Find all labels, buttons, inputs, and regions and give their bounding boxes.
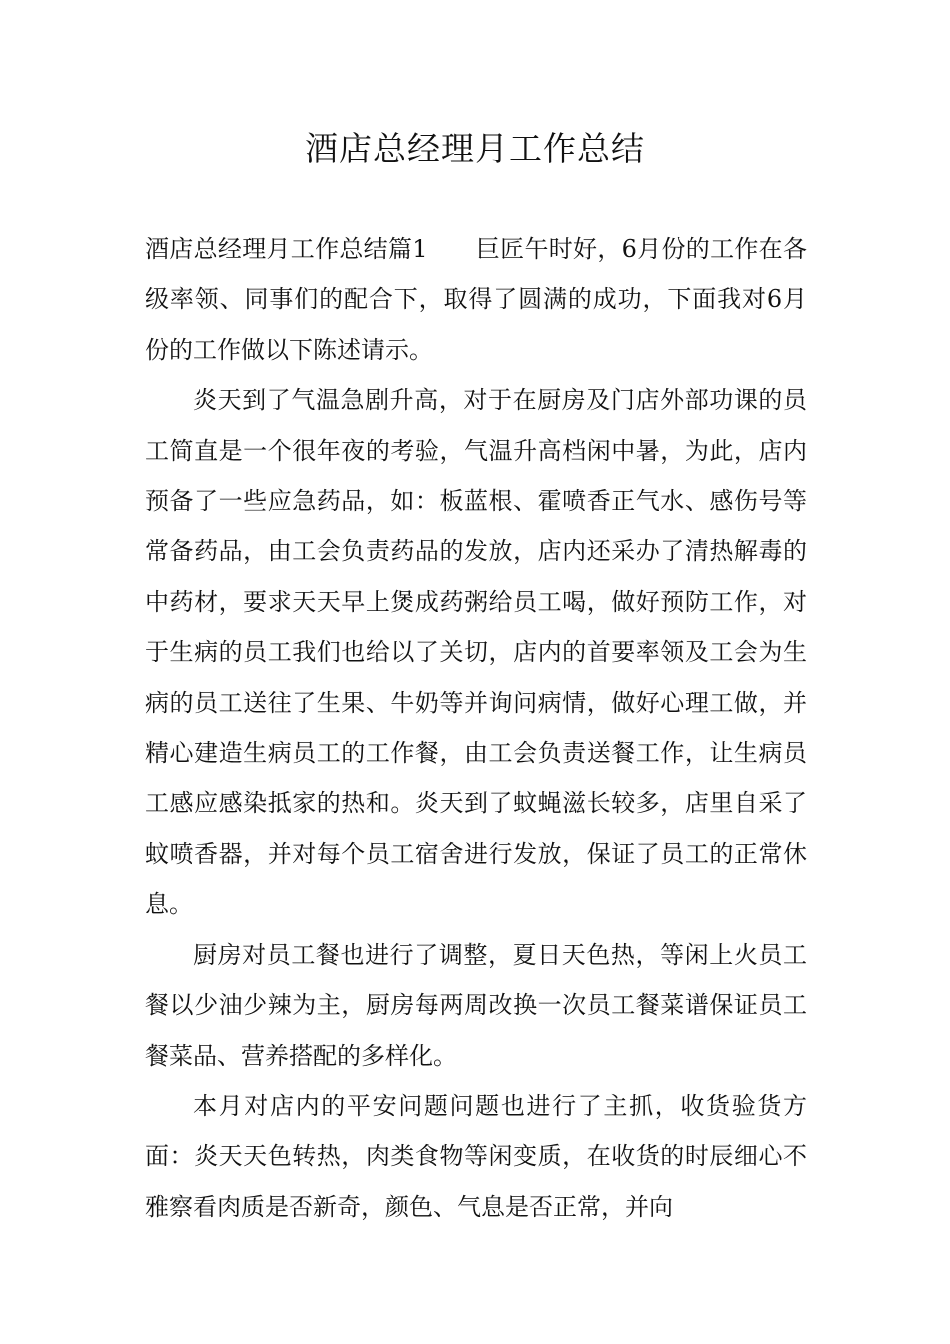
paragraph-text: 巨匠午时好，6月份的工作在各级率领、同事们的配合下，取得了圆满的成功，下面我对6月份的工作做以下陈述请示。 (145, 235, 807, 364)
paragraph: 厨房对员工餐也进行了调整，夏日天色热，等闲上火员工餐以少油少辣为主，厨房每两周改换一次员工餐菜谱保证员工餐菜品、营养搭配的多样化。 (145, 940, 807, 1070)
paragraph: 炎天到了气温急剧升高，对于在厨房及门店外部功课的员工简直是一个很年夜的考验，气温升高档闲中暑，为此，店内预备了一些应急药品，如：板蓝根、霍喷香正气水、感伤号等常备药品，由工会负责药品的发放，店内还采办了清热解毒的中药材，要求天天早上煲成药粥给员工喝，做好预防工作，对于生病的员工我们也给以了关切，店内的首要率领及工会为生病的员工送往了生果、牛奶等并询问病情，做好心理工做，并精心建造生病员工的工作餐，由工会负责送餐工作，让生病员工感应感染抵家的热和。炎天到了蚊蝇滋长较多，店里自采了蚊喷香器，并对每个员工宿舍进行发放，保证了员工的正常休息。 (145, 386, 807, 919)
section-heading: 酒店总经理月工作总结篇1 (145, 235, 428, 263)
document-body (145, 224, 807, 1232)
paragraph: 本月对店内的平安问题问题也进行了主抓，收货验货方面：炎天天色转热，肉类食物等闲变质，在收货的时辰细心不雅察看肉质是否新奇，颜色、气息是否正常，并向 (145, 1091, 807, 1221)
paragraph-intro (145, 224, 807, 375)
document-title: 酒店总经理月工作总结 (305, 129, 645, 168)
